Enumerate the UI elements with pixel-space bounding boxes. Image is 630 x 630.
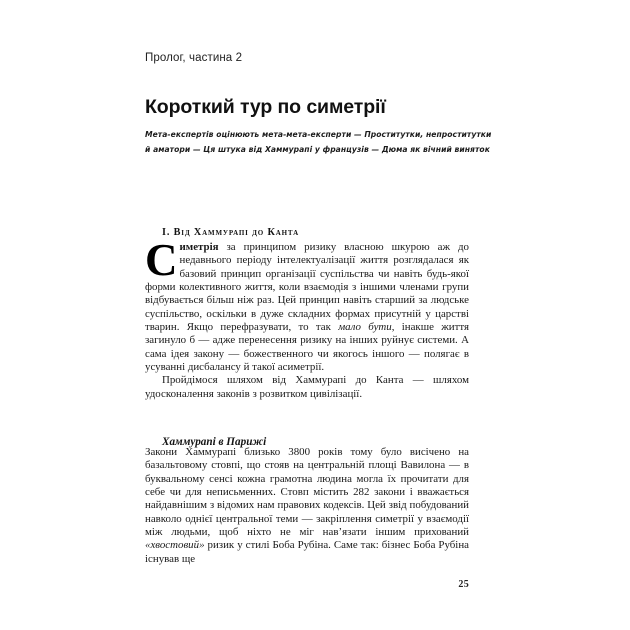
page-number: 25 bbox=[458, 579, 469, 590]
paragraph-3-tail: ризик у стилі Боба Рубіна. Саме так: бізнес Боба Рубіна існував ще bbox=[145, 539, 469, 565]
epigraph-line-1: Мета-експертів оцінюють мета-мета-експерти — Проститутки, непроститутки bbox=[145, 130, 492, 139]
page-title: Короткий тур по симетрії bbox=[145, 96, 386, 119]
epigraph-line-2: й аматори — Ця штука від Хаммурапі у французів — Дюма як вічний виняток bbox=[145, 144, 490, 154]
paragraph-3-emphasis: «хвостовий» bbox=[145, 539, 205, 552]
section-1-body bbox=[145, 235, 469, 401]
section-heading-1: І. Від Хаммурапі до Канта bbox=[162, 227, 300, 239]
paragraph-1 bbox=[145, 235, 469, 374]
drop-cap: С bbox=[145, 235, 178, 285]
paragraph-3-text: Закони Хаммурапі близько 3800 років тому було висічено на базальтовому стовпі, що стояв на центральній площі Вавилона — в буквальному сенсі кожна грамотна людина могла їх прочитати для себе чи для неписьменних. Стовп містить 282 закони і вважається найдавнішим з відомих нам правових кодексів. Цей звід побудований навколо однієї центральної теми — закріплення симетрії у взаємодії між людьми, щоб ніхто не міг нав’язати іншим прихований bbox=[145, 446, 469, 539]
section-heading-2: Хаммурапі в Парижі bbox=[162, 436, 267, 449]
section-2-body bbox=[145, 446, 469, 566]
paragraph-1-emphasis: мало бути bbox=[338, 321, 392, 334]
paragraph-1-text: за принципом ризику власною шкурою аж до недавнього періоду інтелектуалізації життя розглядалася як базовий принцип організації суспільства чи навіть будь-якої форми колективного життя, коли взаємодія з іншими членами групи відбувається більш ніж раз. Цей принцип навіть старший за людське суспільство, оскільки в дуже складних формах присутній у царстві тварин. Якщо перефразувати, то так bbox=[145, 241, 469, 334]
paragraph-1-tail: , інакше життя загинуло б — адже перенесення ризику на інших руйнує системи. А сама ідея закону — божественного чи якогось іншого — полягає в усуванні дисбалансу й такої асиметрії. bbox=[145, 321, 469, 374]
epigraph bbox=[145, 128, 492, 157]
paragraph-2: Пройдімося шляхом від Хаммурапі до Канта — шляхом удосконалення законів з розвитком цивілізації. bbox=[145, 374, 469, 400]
chapter-line: Пролог, частина 2 bbox=[145, 52, 243, 64]
lead-bold-word: иметрія bbox=[179, 241, 219, 253]
paragraph-3 bbox=[145, 446, 469, 566]
